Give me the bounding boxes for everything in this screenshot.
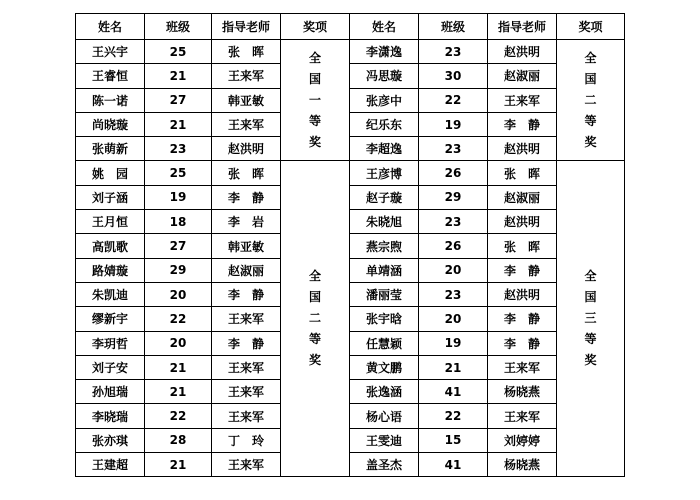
table-row [76,282,625,306]
student-name-left: 陈一诺 [76,88,145,112]
header-row [76,14,625,40]
student-name-left: 刘子涵 [76,185,145,209]
header-name-right: 姓名 [350,14,419,40]
award-char: 等 [308,332,321,347]
student-name-right: 朱晓旭 [350,210,419,234]
header-name-left: 姓名 [76,14,145,40]
class-number-left: 21 [145,355,212,379]
class-number-left: 23 [145,137,212,161]
student-name-left: 张萌新 [76,137,145,161]
teacher-name-right: 王来军 [488,88,557,112]
award-char: 二 [308,311,321,326]
teacher-name-left: 王来军 [212,64,281,88]
teacher-name-right: 赵洪明 [488,137,557,161]
award-char: 国 [308,71,321,86]
teacher-name-left: 张 晖 [212,40,281,64]
award-char: 全 [308,269,321,284]
class-number-left: 21 [145,64,212,88]
student-name-right: 盖圣杰 [350,453,419,477]
class-number-left: 20 [145,331,212,355]
teacher-name-left: 李 岩 [212,210,281,234]
award-char: 等 [584,113,597,128]
teacher-name-right: 赵淑丽 [488,64,557,88]
table-row [76,428,625,452]
class-number-right: 41 [419,380,488,404]
table-body [76,40,625,477]
class-number-left: 22 [145,404,212,428]
table-row [76,307,625,331]
student-name-right: 杨心语 [350,404,419,428]
table-row [76,185,625,209]
table-row [76,453,625,477]
teacher-name-right: 赵洪明 [488,210,557,234]
student-name-left: 刘子安 [76,355,145,379]
student-name-left: 王建超 [76,453,145,477]
teacher-name-right: 赵洪明 [488,40,557,64]
award-char: 等 [308,113,321,128]
table-row [76,40,625,64]
class-number-left: 25 [145,161,212,185]
student-name-right: 单靖涵 [350,258,419,282]
class-number-left: 21 [145,453,212,477]
award-char: 全 [308,50,321,65]
class-number-right: 29 [419,185,488,209]
student-name-left: 姚 园 [76,161,145,185]
award-char: 奖 [308,134,321,149]
student-name-right: 燕宗煦 [350,234,419,258]
header-teacher-right: 指导老师 [488,14,557,40]
student-name-right: 纪乐东 [350,112,419,136]
class-number-right: 26 [419,161,488,185]
table-row [76,137,625,161]
class-number-left: 18 [145,210,212,234]
teacher-name-right: 杨晓燕 [488,380,557,404]
award-char: 全 [584,269,597,284]
award-char: 全 [584,50,597,65]
teacher-name-left: 王来军 [212,112,281,136]
student-name-left: 王月恒 [76,210,145,234]
student-name-left: 高凯歌 [76,234,145,258]
class-number-right: 20 [419,307,488,331]
teacher-name-right: 王来军 [488,404,557,428]
award-char: 国 [584,290,597,305]
header-teacher-left: 指导老师 [212,14,281,40]
teacher-name-left: 韩亚敏 [212,234,281,258]
award-char: 二 [584,92,597,107]
table-row [76,234,625,258]
student-name-left: 缪新宇 [76,307,145,331]
student-name-left: 尚晓璇 [76,112,145,136]
award-char: 三 [584,311,597,326]
header-class-right: 班级 [419,14,488,40]
table-row [76,161,625,185]
class-number-right: 21 [419,355,488,379]
teacher-name-right: 李 静 [488,112,557,136]
header-class-left: 班级 [145,14,212,40]
table-row [76,210,625,234]
award-cell-left [281,40,350,161]
student-name-left: 张亦琪 [76,428,145,452]
table-row [76,112,625,136]
teacher-name-left: 王来军 [212,307,281,331]
student-name-right: 任慧颖 [350,331,419,355]
class-number-right: 22 [419,88,488,112]
student-name-left: 李晓瑞 [76,404,145,428]
teacher-name-left: 王来军 [212,404,281,428]
class-number-right: 30 [419,64,488,88]
student-name-left: 李玥哲 [76,331,145,355]
class-number-right: 20 [419,258,488,282]
table-row [76,88,625,112]
student-name-right: 张逸涵 [350,380,419,404]
class-number-right: 19 [419,112,488,136]
teacher-name-right: 李 静 [488,258,557,282]
teacher-name-left: 李 静 [212,282,281,306]
class-number-left: 21 [145,380,212,404]
header-award-right: 奖项 [557,14,625,40]
award-char: 国 [584,71,597,86]
teacher-name-right: 张 晖 [488,161,557,185]
student-name-left: 朱凯迪 [76,282,145,306]
teacher-name-right: 张 晖 [488,234,557,258]
class-number-left: 21 [145,112,212,136]
class-number-right: 23 [419,210,488,234]
table-row [76,64,625,88]
class-number-left: 29 [145,258,212,282]
teacher-name-left: 韩亚敏 [212,88,281,112]
student-name-right: 张宇晗 [350,307,419,331]
award-char: 等 [584,332,597,347]
student-name-right: 王雯迪 [350,428,419,452]
student-name-left: 王睿恒 [76,64,145,88]
award-cell-right [557,161,625,477]
class-number-right: 41 [419,453,488,477]
teacher-name-right: 杨晓燕 [488,453,557,477]
class-number-right: 23 [419,137,488,161]
teacher-name-left: 李 静 [212,185,281,209]
teacher-name-right: 李 静 [488,331,557,355]
class-number-right: 23 [419,40,488,64]
header-award-left: 奖项 [281,14,350,40]
teacher-name-right: 刘婷婷 [488,428,557,452]
award-cell-left [281,161,350,477]
teacher-name-left: 王来军 [212,355,281,379]
student-name-left: 王兴宇 [76,40,145,64]
class-number-left: 27 [145,88,212,112]
table-row [76,404,625,428]
teacher-name-right: 王来军 [488,355,557,379]
class-number-right: 19 [419,331,488,355]
award-char: 一 [308,92,321,107]
teacher-name-left: 丁 玲 [212,428,281,452]
class-number-left: 20 [145,282,212,306]
class-number-left: 25 [145,40,212,64]
student-name-right: 冯思璇 [350,64,419,88]
class-number-left: 19 [145,185,212,209]
student-name-left: 路婧璇 [76,258,145,282]
student-name-right: 黄文鹏 [350,355,419,379]
student-name-right: 王彦博 [350,161,419,185]
teacher-name-left: 李 静 [212,331,281,355]
student-name-right: 张彦中 [350,88,419,112]
student-name-right: 赵子璇 [350,185,419,209]
teacher-name-right: 赵洪明 [488,282,557,306]
class-number-right: 15 [419,428,488,452]
table-row [76,258,625,282]
award-cell-right [557,40,625,161]
teacher-name-left: 张 晖 [212,161,281,185]
award-char: 奖 [584,134,597,149]
awards-table [75,13,625,477]
teacher-name-left: 王来军 [212,453,281,477]
teacher-name-left: 赵洪明 [212,137,281,161]
student-name-right: 李潇逸 [350,40,419,64]
student-name-right: 李超逸 [350,137,419,161]
class-number-right: 26 [419,234,488,258]
award-char: 奖 [584,353,597,368]
teacher-name-right: 赵淑丽 [488,185,557,209]
table-row [76,355,625,379]
student-name-right: 潘丽莹 [350,282,419,306]
award-char: 国 [308,290,321,305]
award-char: 奖 [308,353,321,368]
student-name-left: 孙旭瑞 [76,380,145,404]
table-row [76,380,625,404]
class-number-left: 28 [145,428,212,452]
class-number-left: 22 [145,307,212,331]
class-number-left: 27 [145,234,212,258]
teacher-name-left: 赵淑丽 [212,258,281,282]
class-number-right: 23 [419,282,488,306]
teacher-name-right: 李 静 [488,307,557,331]
teacher-name-left: 王来军 [212,380,281,404]
table-row [76,331,625,355]
class-number-right: 22 [419,404,488,428]
